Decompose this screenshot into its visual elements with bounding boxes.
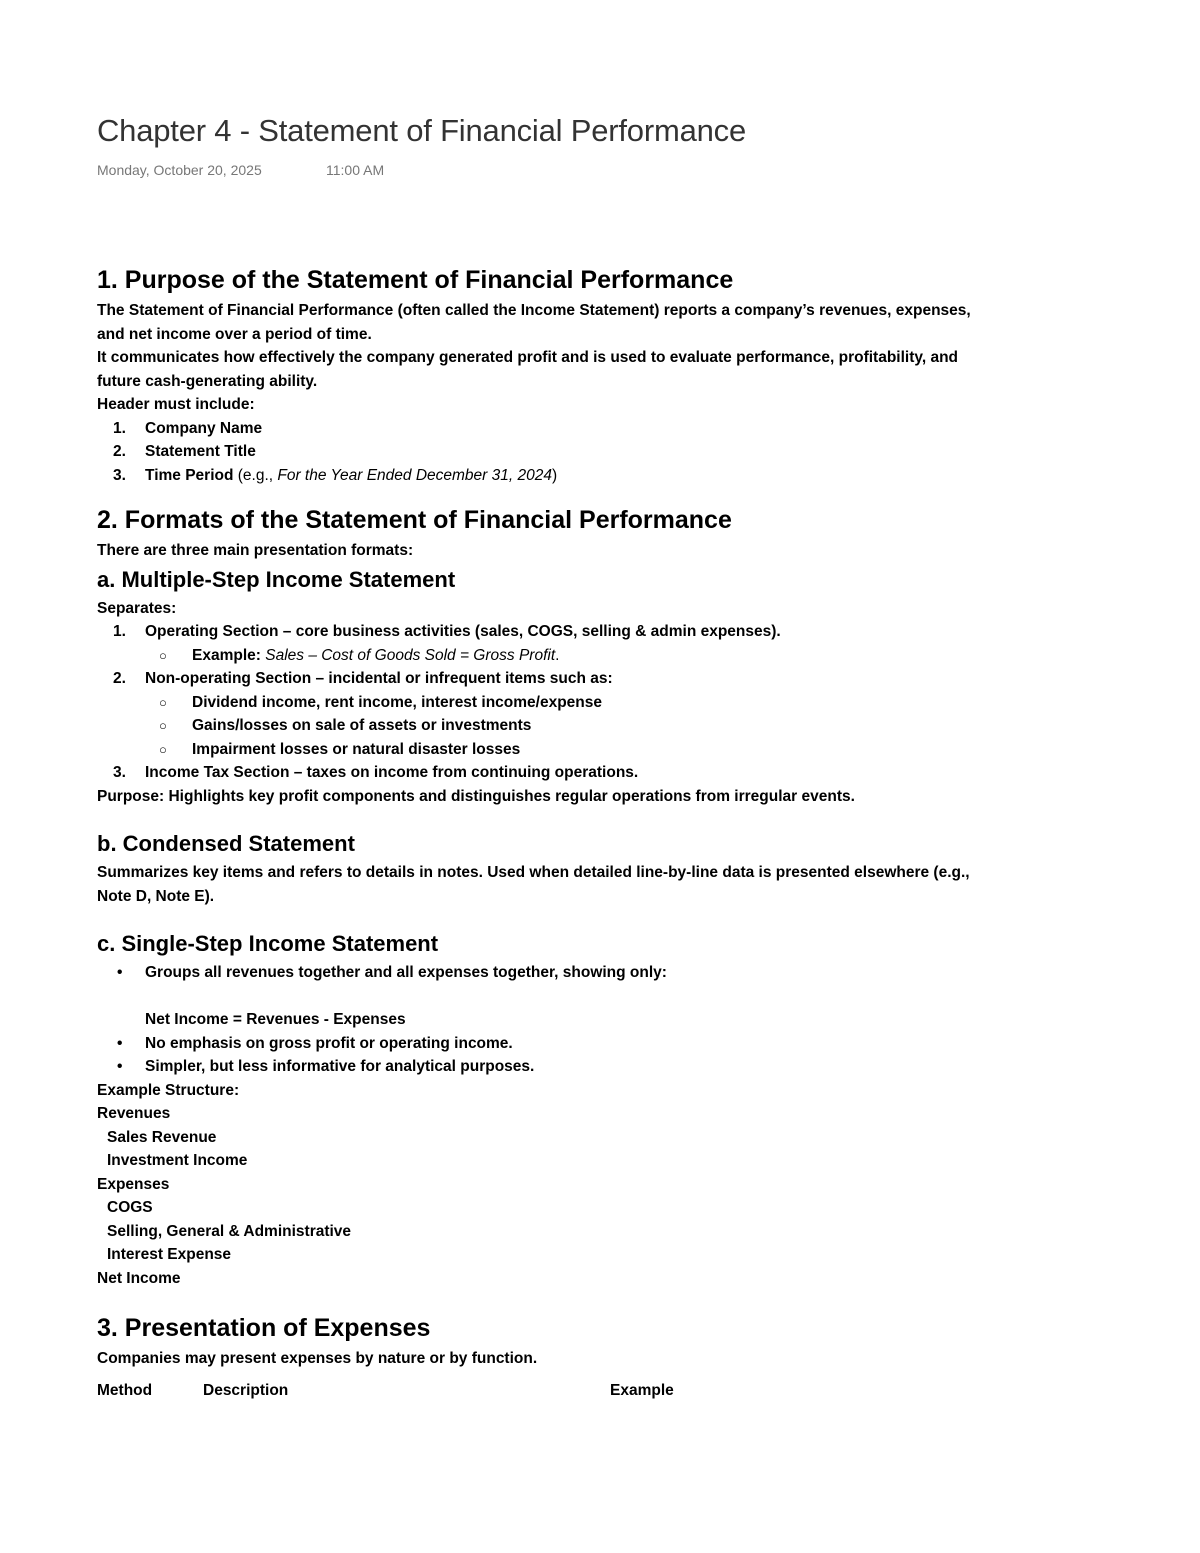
list-text-paren: ) — [551, 466, 558, 484]
table-header-example: Example — [610, 1381, 674, 1399]
table-header-description: Description — [203, 1381, 289, 1399]
list-text: Groups all revenues together and all expenses together, showing only: — [145, 964, 667, 981]
structure-cogs: COGS — [107, 1199, 153, 1216]
list-text: Gains/losses on sale of assets or investments — [192, 717, 532, 734]
note-body[interactable] — [97, 261, 1057, 1403]
circle-bullet-icon: ○ — [159, 741, 167, 757]
sub-list-item — [97, 738, 1057, 762]
formula-line — [97, 1008, 1057, 1032]
list-text: Dividend income, rent income, interest income/expense — [192, 693, 603, 711]
list-text: Example: — [192, 646, 266, 664]
list-text-end: . — [555, 646, 560, 664]
list-text-example: For the Year Ended December 31, 2024 — [277, 466, 552, 484]
list-text: No emphasis on gross profit or operating income. — [145, 1034, 513, 1052]
s1-paragraph-2a: It communicates how effectively the company generated profit and is used to evaluate performance, profitability, and — [97, 349, 959, 366]
list-item — [97, 761, 1057, 785]
page-time: 11:00 AM — [326, 162, 385, 178]
list-text: Simpler, but less informative for analytical purposes. — [145, 1058, 535, 1075]
bullet-icon: • — [117, 1034, 123, 1052]
s2c-list — [97, 961, 1057, 1079]
s2b-line-1: Summarizes key items and refers to details in notes. Used when detailed line-by-line data is presented elsewhere (e.g., — [97, 864, 970, 881]
list-text: Income Tax Section – taxes on income from continuing operations. — [145, 764, 639, 781]
section-2c-heading: c. Single-Step Income Statement — [97, 931, 439, 956]
s2c-structure-label: Example Structure: — [97, 1081, 240, 1099]
s1-header-intro: Header must include: — [97, 396, 255, 413]
s2a-list — [97, 620, 1057, 785]
s2a-purpose: Purpose: Highlights key profit components and distinguishes regular operations from irregular events. — [97, 787, 855, 805]
s2a-separates: Separates: — [97, 599, 177, 617]
circle-bullet-icon: ○ — [159, 647, 167, 663]
list-number: 2. — [113, 670, 126, 687]
section-1-heading: 1. Purpose of the Statement of Financial Performance — [97, 266, 734, 294]
bullet-icon: • — [117, 1058, 123, 1075]
section-2-heading: 2. Formats of the Statement of Financial Performance — [97, 506, 732, 534]
list-number: 2. — [113, 443, 126, 460]
s2b-line-2: Note D, Note E). — [97, 887, 215, 905]
s1-paragraph-2b: future cash-generating ability. — [97, 372, 318, 390]
list-text: Time Period — [145, 466, 234, 484]
structure-expenses: Expenses — [97, 1175, 170, 1193]
s1-paragraph-1a: The Statement of Financial Performance (often called the Income Statement) reports a company’s revenues, expenses, — [97, 302, 971, 319]
page-date: Monday, October 20, 2025 — [97, 162, 262, 178]
list-item — [97, 440, 1057, 464]
bullet-icon: • — [117, 964, 123, 981]
s1-paragraph-1b: and net income over a period of time. — [97, 325, 372, 343]
list-item — [97, 464, 1057, 488]
formula: Net Income = Revenues - Expenses — [145, 1011, 406, 1028]
list-number: 3. — [113, 764, 126, 781]
list-item — [97, 417, 1057, 441]
list-item — [97, 961, 1057, 985]
table-header-method: Method — [97, 1381, 153, 1399]
sub-list-item — [97, 691, 1057, 715]
blank-line — [97, 985, 1057, 1009]
list-text: Operating Section – core business activities (sales, COGS, selling & admin expenses). — [145, 623, 781, 640]
list-item — [97, 1055, 1057, 1079]
section-2a-heading: a. Multiple-Step Income Statement — [97, 566, 456, 592]
list-text-example: Sales – Cost of Goods Sold = Gross Profit — [265, 646, 556, 664]
s2-intro: There are three main presentation formats: — [97, 542, 414, 559]
list-text: Statement Title — [145, 443, 256, 460]
sub-list-item — [97, 714, 1057, 738]
list-text: Non-operating Section – incidental or infrequent items such as: — [145, 670, 613, 687]
sub-list-item — [97, 644, 1057, 668]
list-number: 1. — [113, 419, 126, 437]
structure-net-income: Net Income — [97, 1269, 181, 1287]
list-text-paren: (e.g., — [233, 466, 278, 484]
list-item — [97, 667, 1057, 691]
circle-bullet-icon: ○ — [159, 718, 167, 733]
table-header-row — [97, 1379, 1057, 1403]
page-meta — [97, 162, 385, 178]
structure-sales-revenue: Sales Revenue — [107, 1128, 217, 1146]
list-item — [97, 1032, 1057, 1056]
list-number: 3. — [113, 466, 126, 484]
page-title: Chapter 4 - Statement of Financial Performance — [97, 113, 747, 148]
s3-intro: Companies may present expenses by nature or by function. — [97, 1350, 538, 1367]
s1-header-list — [97, 417, 1057, 488]
structure-sga: Selling, General & Administrative — [107, 1222, 352, 1240]
structure-investment-income: Investment Income — [107, 1152, 248, 1169]
list-text: Impairment losses or natural disaster losses — [192, 740, 521, 758]
section-3-heading: 3. Presentation of Expenses — [97, 1314, 431, 1342]
list-item — [97, 620, 1057, 644]
circle-bullet-icon: ○ — [159, 694, 167, 710]
structure-revenues: Revenues — [97, 1105, 171, 1122]
section-2b-heading: b. Condensed Statement — [97, 831, 355, 856]
list-text: Company Name — [145, 419, 263, 437]
list-number: 1. — [113, 623, 126, 640]
structure-interest-expense: Interest Expense — [107, 1246, 232, 1263]
